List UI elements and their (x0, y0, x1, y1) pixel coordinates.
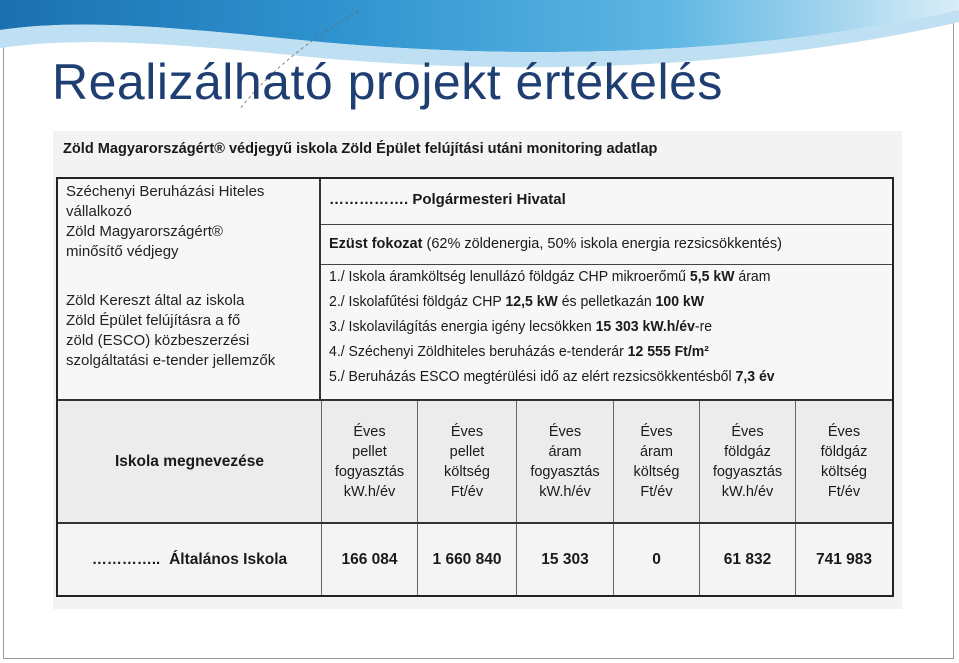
point-suffix: áram (734, 269, 771, 285)
point-text: 1./ Iskola áramköltség lenullázó földgáz CHP mikroerőmű (329, 269, 690, 285)
left-info-block-credit: Széchenyi Beruházási Hiteles vállalkozó Zöld Magyarországért® minősítő védjegy (66, 183, 265, 260)
point-suffix: -re (694, 319, 713, 335)
point-value: 12 555 Ft/m² (627, 344, 709, 360)
header-text: Éves földgáz költség Ft/év (820, 423, 868, 500)
cell-value: 15 303 (541, 550, 589, 568)
silver-rating-label: Ezüst fokozat (329, 236, 423, 252)
left-info-column (58, 179, 321, 399)
value-power-consumption (516, 524, 613, 595)
datasheet-heading: Zöld Magyarországért® védjegyű iskola Zöld Épület felújítási utáni monitoring adatlap (63, 140, 658, 157)
table-row (58, 524, 892, 595)
office-row (321, 179, 892, 225)
project-point-1 (329, 269, 770, 285)
header-text: Éves pellet fogyasztás kW.h/év (334, 423, 405, 500)
value-pellet-cost (417, 524, 516, 595)
header-cell-pellet-consumption (321, 401, 417, 522)
point-value-2: 100 kW (655, 294, 705, 310)
point-value: 12,5 kW (505, 294, 558, 310)
value-gas-cost (795, 524, 892, 595)
silver-rating (329, 236, 782, 252)
point-value: 15 303 kW.h/év (595, 319, 695, 335)
school-name-header-cell (58, 401, 321, 522)
project-points (321, 265, 892, 399)
office-name: ……………. Polgármesteri Hivatal (329, 191, 566, 208)
school-name-cell (58, 524, 321, 595)
point-text: 4./ Széchenyi Zöldhiteles beruházás e-tenderár (329, 344, 628, 360)
school-name: Általános Iskola (169, 550, 288, 568)
silver-rating-row (321, 225, 892, 265)
header-cell-power-consumption (516, 401, 613, 522)
value-gas-consumption (699, 524, 795, 595)
cell-value: 166 084 (341, 550, 398, 568)
project-point-5 (329, 369, 775, 385)
point-text: 3./ Iskolavilágítás energia igény lecsökken (329, 319, 596, 335)
cell-value: 0 (652, 550, 661, 568)
school-name-placeholder: ………….. (91, 551, 161, 568)
header-cell-gas-cost (795, 401, 892, 522)
scanned-datasheet (53, 131, 902, 609)
value-power-cost (613, 524, 699, 595)
header-cell-pellet-cost (417, 401, 516, 522)
table-header-row (58, 399, 892, 524)
value-pellet-consumption (321, 524, 417, 595)
cell-value: 61 832 (723, 550, 772, 568)
point-value: 5,5 kW (689, 269, 735, 285)
header-text: Éves pellet költség Ft/év (444, 423, 490, 500)
header-text: Éves áram költség Ft/év (633, 423, 680, 500)
left-info-block-tender: Zöld Kereszt által az iskola Zöld Épület felújításra a fő zöld (ESCO) közbeszerzési szolgáltatási e-tender jellemzők (66, 292, 276, 369)
project-point-3 (329, 319, 712, 335)
datasheet-table (56, 177, 894, 597)
header-cell-gas-consumption (699, 401, 795, 522)
header-text: Éves áram fogyasztás kW.h/év (530, 423, 600, 500)
silver-rating-detail: (62% zöldenergia, 50% iskola energia rezsicsökkentés) (426, 236, 782, 252)
point-text: 2./ Iskolafűtési földgáz CHP (329, 294, 506, 310)
point-middle: és pelletkazán (557, 294, 656, 310)
point-text: 5./ Beruházás ESCO megtérülési idő az elért rezsicsökkentésből (329, 369, 736, 385)
cell-value: 1 660 840 (432, 550, 502, 568)
cell-value: 741 983 (815, 550, 873, 568)
school-name-header: Iskola megnevezése (114, 452, 265, 470)
header-cell-power-cost (613, 401, 699, 522)
project-point-4 (329, 344, 709, 360)
point-value: 7,3 év (735, 369, 775, 385)
project-point-2 (329, 294, 704, 310)
header-text: Éves földgáz fogyasztás kW.h/év (712, 423, 783, 500)
slide-title: Realizálható projekt értékelés (52, 54, 723, 110)
